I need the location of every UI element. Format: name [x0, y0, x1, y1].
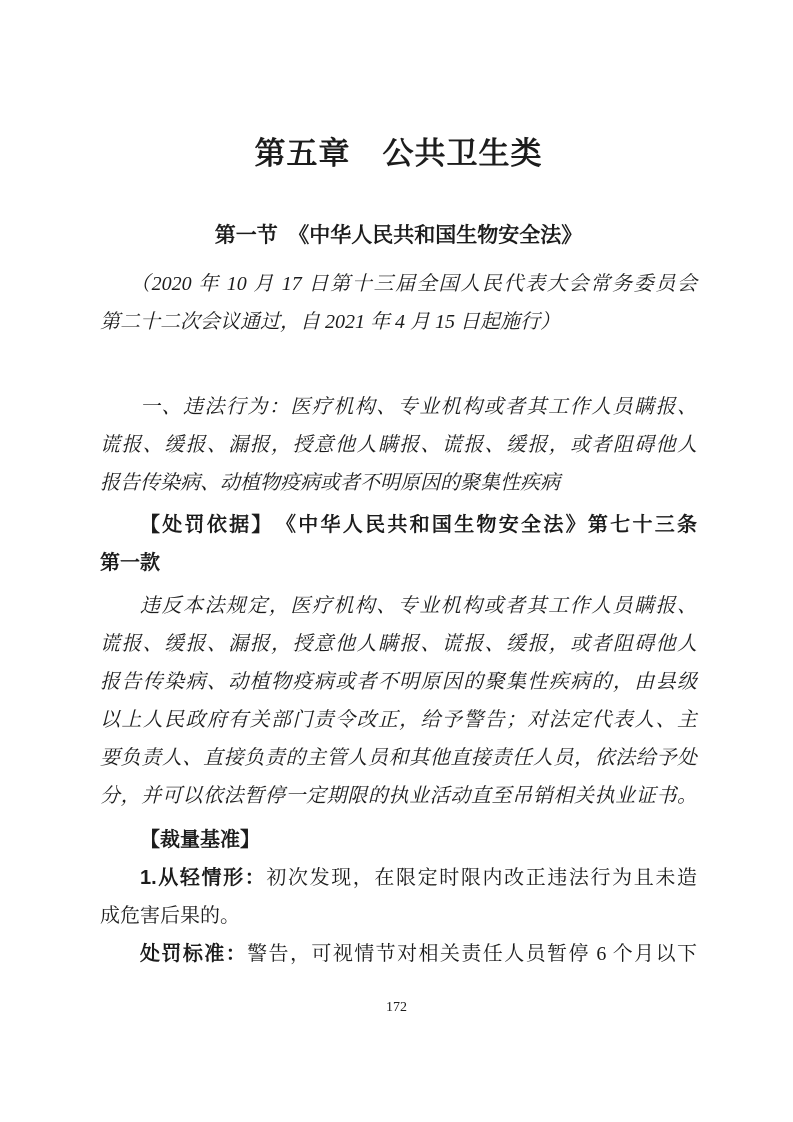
enactment-note: [100, 265, 697, 341]
penalty-basis-line-2: 第一款: [100, 552, 160, 574]
lenient-paragraph: [100, 859, 697, 935]
law-text-line-4: 以上人民政府有关部门责令改正，给予警告；对法定代表人、主: [100, 709, 697, 731]
law-text-paragraph: [100, 587, 697, 815]
penalty-standard-paragraph: [100, 935, 697, 973]
law-text-line-6: 分，并可以依法暂停一定期限的执业活动直至吊销相关执业证书。: [100, 785, 697, 807]
penalty-standard-label: 处罚标准：: [140, 943, 248, 965]
penalty-standard-text: 警告，可视情节对相关责任人员暂停 6 个月以下: [247, 943, 698, 965]
law-text-line-3: 报告传染病、动植物疫病或者不明原因的聚集性疾病的，由县级: [100, 671, 697, 693]
violation-line-3: 报告传染病、动植物疫病或者不明原因的聚集性疾病: [100, 472, 560, 494]
lenient-line-2: 成危害后果的。: [100, 905, 240, 927]
violation-paragraph: [100, 388, 697, 502]
penalty-basis-line-1: 【处罚依据】 《中华人民共和国生物安全法》第七十三条: [140, 514, 697, 536]
law-text-line-1: 违反本法规定，医疗机构、专业机构或者其工作人员瞒报、: [140, 595, 697, 617]
enactment-line-2: 第二十二次会议通过，自 2021 年 4 月 15 日起施行）: [100, 311, 560, 333]
law-text-line-5: 要负责人、直接负责的主管人员和其他直接责任人员，依法给予处: [100, 747, 697, 769]
enactment-line-1: （2020 年 10 月 17 日第十三届全国人民代表大会常务委员会: [130, 273, 697, 295]
penalty-standard-line: [100, 935, 697, 973]
chapter-title: 第五章 公共卫生类: [254, 136, 543, 171]
penalty-basis-paragraph: [100, 506, 697, 582]
section-title: 第一节 《中华人民共和国生物安全法》: [214, 224, 583, 247]
violation-line-1: 一、违法行为：医疗机构、专业机构或者其工作人员瞒报、: [140, 396, 697, 418]
discretion-heading: 【裁量基准】: [140, 829, 260, 851]
lenient-text-1: 初次发现，在限定时限内改正违法行为且未造: [266, 867, 697, 889]
violation-line-2: 谎报、缓报、漏报，授意他人瞒报、谎报、缓报，或者阻碍他人: [100, 434, 697, 456]
lenient-label: 1.从轻情形：: [140, 867, 267, 889]
lenient-line-1: [100, 859, 697, 897]
page-number: 172: [386, 1000, 407, 1015]
discretion-section: [100, 821, 697, 859]
law-text-line-2: 谎报、缓报、漏报，授意他人瞒报、谎报、缓报，或者阻碍他人: [100, 633, 697, 655]
